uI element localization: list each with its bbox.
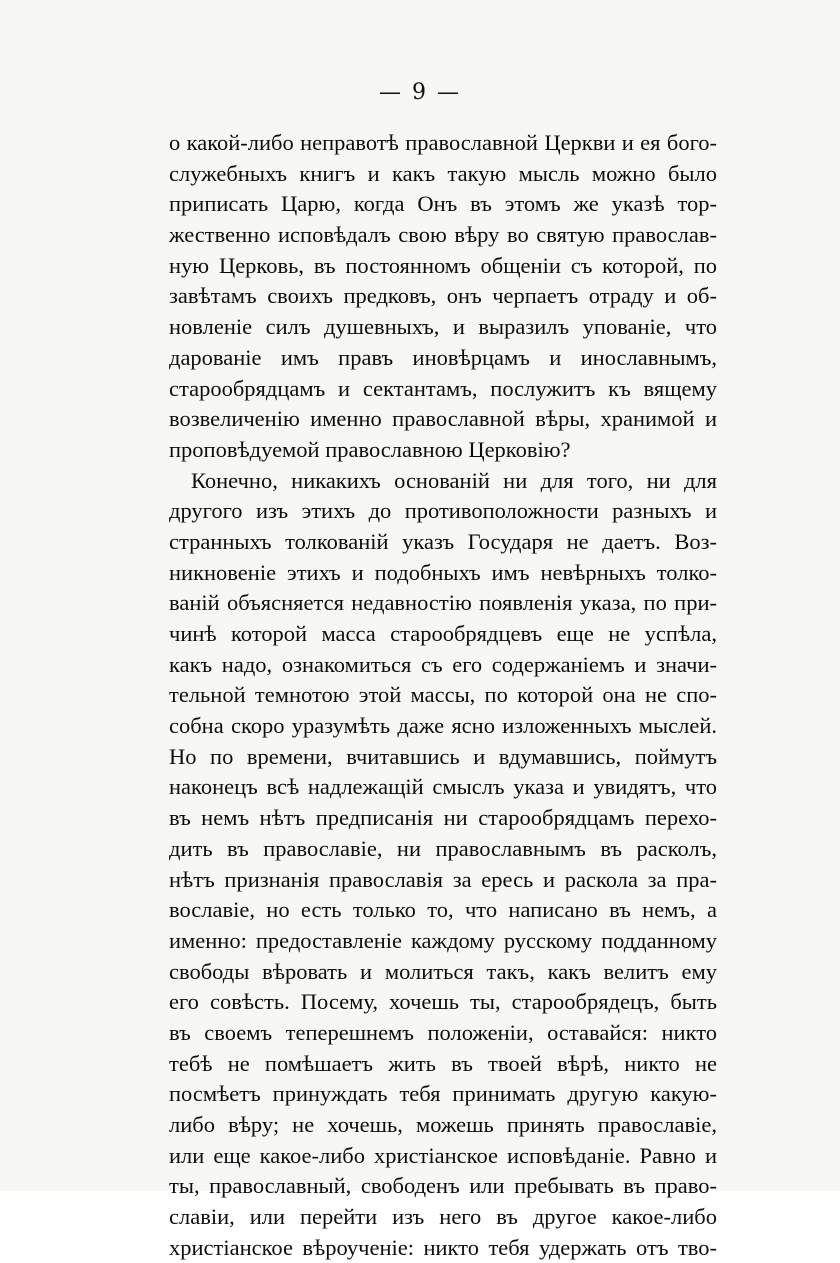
page-number: — 9 — <box>379 80 461 105</box>
text-line: его совѣсть. Посему, хочешь ты, старообрядецъ, быть <box>169 989 717 1015</box>
text-line: или еще какое-либо христіанское исповѣданіе. Равно и <box>169 1142 717 1168</box>
text-line: христіанское вѣроученіе: никто тебя удержать отъ тво- <box>169 1234 717 1260</box>
text-line: вославіе, но есть только то, что написано въ немъ, а <box>169 897 717 923</box>
text-line: чинѣ которой масса старообрядцевъ еще не успѣла, <box>169 621 717 646</box>
text-line: жественно исповѣдалъ свою вѣру во святую православ- <box>169 222 717 248</box>
text-line: другого изъ этихъ до противоположности разныхъ и <box>169 498 717 524</box>
text-line: Но по времени, вчитавшись и вдумавшись, поймутъ <box>169 743 717 769</box>
text-line: Конечно, никакихъ основаній ни для того, ни для <box>191 467 717 493</box>
paragraph <box>169 466 717 1263</box>
text-line: въ немъ нѣтъ предписанія ни старообрядцамъ перехо- <box>169 805 717 831</box>
text-line: посмѣетъ принуждать тебя принимать другую какую- <box>169 1081 717 1107</box>
text-line: странныхъ толкованій указъ Государя не даетъ. Воз- <box>169 528 717 554</box>
text-line: приписать Царю, когда Онъ въ этомъ же указѣ тор- <box>169 191 717 217</box>
text-line: ты, православный, свободенъ или пребывать въ право- <box>169 1173 717 1199</box>
text-line: наконецъ всѣ надлежащій смыслъ указа и увидятъ, что <box>169 774 717 800</box>
text-line: служебныхъ книгъ и какъ такую мысль можно было <box>169 160 717 186</box>
text-line: никновеніе этихъ и подобныхъ имъ невѣрныхъ толко- <box>169 559 717 585</box>
text-line: ную Церковь, въ постоянномъ общеніи съ которой, по <box>169 252 717 278</box>
text-line: дить въ православіе, ни православнымъ въ расколъ, <box>169 835 717 861</box>
body-text <box>169 128 717 1263</box>
text-line: въ своемъ теперешнемъ положеніи, оставайся: никто <box>169 1019 717 1045</box>
text-line: либо вѣру; не хочешь, можешь принять православіе, <box>169 1112 717 1137</box>
paragraph <box>169 128 717 466</box>
text-line: свободы вѣровать и молиться такъ, какъ велитъ ему <box>169 958 717 984</box>
text-line: именно: предоставленіе каждому русскому подданному <box>169 927 717 953</box>
text-line: новленіе силъ душевныхъ, и выразилъ упованіе, что <box>169 314 717 340</box>
text-line: завѣтамъ своихъ предковъ, онъ черпаетъ отраду и об- <box>169 283 717 309</box>
text-line: о какой-либо неправотѣ православной Церкви и ея бого- <box>169 130 717 155</box>
text-line: старообрядцамъ и сектантамъ, послужитъ къ вящему <box>169 375 717 401</box>
text-line: собна скоро уразумѣть даже ясно изложенныхъ мыслей. <box>169 713 717 739</box>
text-line: какъ надо, ознакомиться съ его содержаніемъ и значи- <box>169 651 717 677</box>
text-line: проповѣдуемой православною Церковію? <box>169 436 571 462</box>
text-line: тебѣ не помѣшаетъ жить въ твоей вѣрѣ, никто не <box>169 1050 717 1076</box>
text-line: возвеличенію именно православной вѣры, хранимой и <box>169 406 717 432</box>
text-line: дарованіе имъ правъ иновѣрцамъ и инославнымъ, <box>169 344 717 370</box>
text-line: ваній объясняется недавностію появленія указа, по при- <box>169 590 717 616</box>
text-line: нѣтъ признанія православія за ересь и раскола за пра- <box>169 866 717 892</box>
text-line: славіи, или перейти изъ него въ другое какое-либо <box>169 1204 717 1230</box>
text-line: тельной темнотою этой массы, по которой она не спо- <box>169 682 717 708</box>
